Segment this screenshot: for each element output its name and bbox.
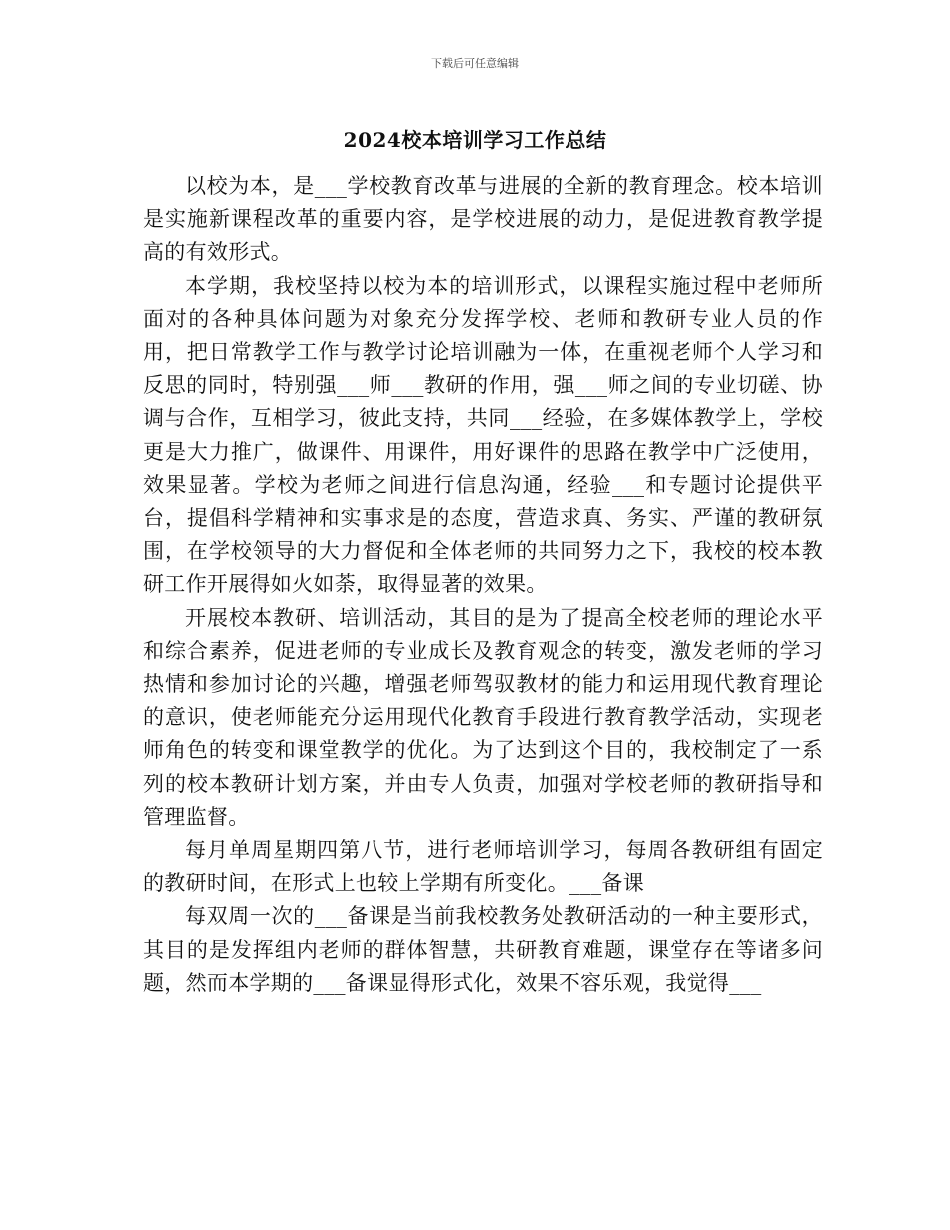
document-body [143, 170, 823, 1000]
paragraph-intro: 以校为本，是___学校教育改革与进展的全新的教育理念。校本培训是实施新课程改革的重要内容，是学校进展的动力，是促进教育教学提高的有效形式。 [143, 174, 823, 265]
paragraph-schedule: 每月单周星期四第八节，进行老师培训学习，每周各教研组有固定的教研时间，在形式上也较上学期有所变化。___备课 [143, 838, 823, 896]
paragraph-purpose: 开展校本教研、培训活动，其目的是为了提高全校老师的理论水平和综合素养，促进老师的专业成长及教育观念的转变，激发老师的学习热情和参加讨论的兴趣，增强老师驾驭教材的能力和运用现代教育理论的意识，使老师能充分运用现代化教育手段进行教育教学活动，实现老师角色的转变和课堂教学的优化。为了达到这个目的，我校制定了一系列的校本教研计划方案，并由专人负责，加强对学校老师的教研指导和管理监督。 [143, 605, 823, 829]
paragraph-training-form: 本学期，我校坚持以校为本的培训形式，以课程实施过程中老师所面对的各种具体问题为对象充分发挥学校、老师和教研专业人员的作用，把日常教学工作与教学讨论培训融为一体，在重视老师个人学习和反思的同时，特别强___师___教研的作用，强___师之间的专业切磋、协调与合作，互相学习，彼此支持，共同___经验，在多媒体教学上，学校更是大力推广，做课件、用课件，用好课件的思路在教学中广泛使用，效果显著。学校为老师之间进行信息沟通，经验___和专题讨论提供平台，提倡科学精神和实事求是的态度，营造求真、务实、严谨的教研氛围，在学校领导的大力督促和全体老师的共同努力之下，我校的校本教研工作开展得如火如荼，取得显著的效果。 [143, 273, 823, 597]
paragraph-lesson-prep: 每双周一次的___备课是当前我校教务处教研活动的一种主要形式，其目的是发挥组内老师的群体智慧，共研教育难题，课堂存在等诸多问题，然而本学期的___备课显得形式化，效果不容乐观，我觉得___ [143, 904, 823, 995]
header-note: 下载后可任意编辑 [431, 57, 519, 70]
document-title: 2024校本培训学习工作总结 [343, 128, 607, 152]
